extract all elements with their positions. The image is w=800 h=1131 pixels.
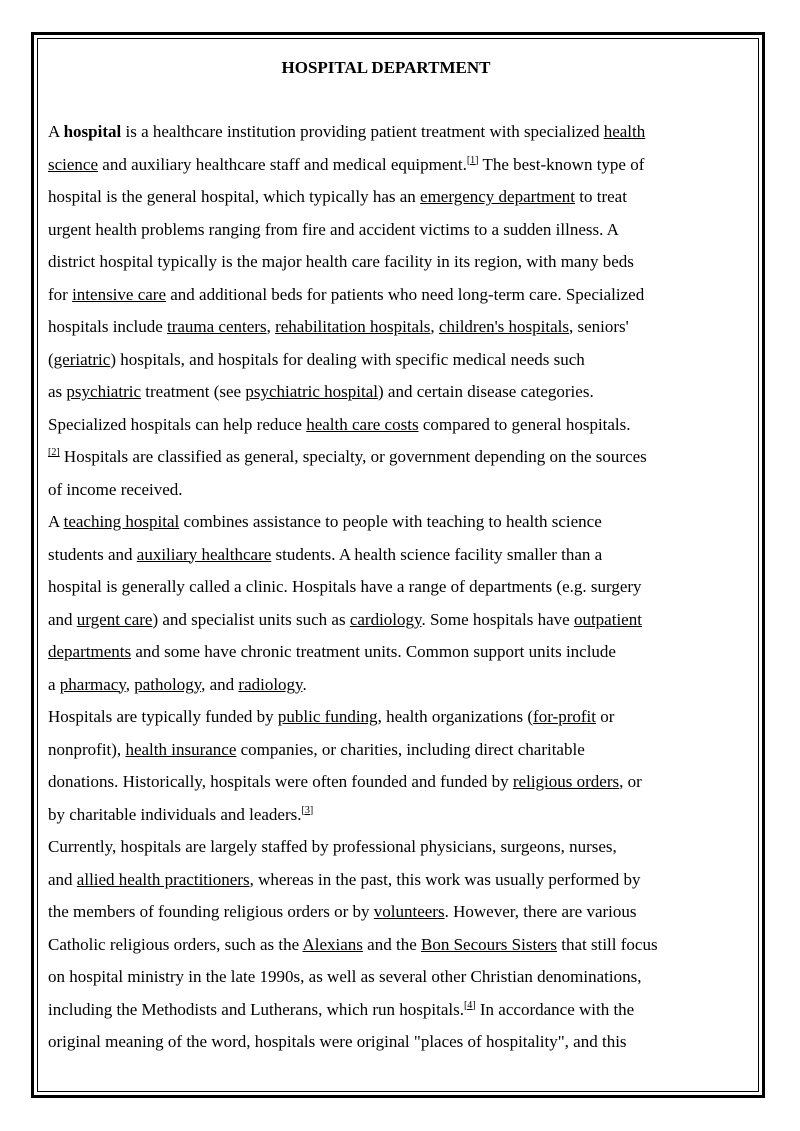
text: students. A health science facility smaller than a [271, 544, 603, 564]
page-title: HOSPITAL DEPARTMENT [281, 58, 491, 77]
text: ) and certain disease categories. [378, 382, 594, 401]
text: and [48, 609, 77, 629]
link-intensive-care[interactable]: intensive care [72, 284, 167, 304]
link-trauma-centers[interactable]: trauma centers [166, 317, 267, 336]
link-alexians[interactable]: Alexians [302, 934, 363, 954]
text: A [48, 512, 64, 531]
text: ( [48, 349, 54, 369]
text: the members of founding religious orders or by [48, 902, 374, 921]
text-line: on hospital ministry in the late 1990s, as well as several other Christian denominations, [48, 967, 642, 986]
text: . Some hospitals have [421, 609, 574, 629]
text: hospitals include [48, 317, 167, 336]
text: and the [362, 934, 421, 954]
link-public-funding[interactable]: public funding [277, 707, 378, 726]
link-radiology[interactable]: radiology [238, 674, 303, 694]
link-auxiliary-healthcare[interactable]: auxiliary healthcare [136, 544, 272, 564]
text: , seniors' [569, 317, 629, 336]
text: The best-known type of [478, 154, 645, 174]
link-allied-health-practitioners[interactable]: allied health practitioners [76, 869, 250, 889]
link-pathology[interactable]: pathology [134, 674, 202, 694]
text: for [48, 284, 73, 304]
text-line: district hospital typically is the major health care facility in its region, with many beds [48, 252, 634, 271]
link-health-insurance[interactable]: health insurance [125, 739, 237, 759]
text: . However, there are various [444, 902, 637, 921]
text: as [48, 382, 67, 401]
citation-1[interactable]: [1] [466, 154, 479, 166]
text: treatment (see [141, 382, 246, 401]
citation-4[interactable]: [4] [463, 999, 476, 1011]
link-outpatient-departments-cont[interactable]: departments [48, 642, 132, 661]
text: , whereas in the past, this work was usually performed by [249, 869, 641, 889]
text: , [430, 317, 439, 336]
link-health-science[interactable]: health [603, 122, 646, 141]
citation-3[interactable]: [3] [301, 804, 314, 816]
text: , health organizations ( [377, 707, 534, 726]
link-pharmacy[interactable]: pharmacy [59, 674, 126, 694]
document-body [48, 116, 738, 1059]
bold-term-hospital: hospital [63, 122, 122, 141]
text: nonprofit), [48, 739, 126, 759]
text: compared to general hospitals. [418, 414, 631, 434]
text: and auxiliary healthcare staff and medical equipment. [98, 154, 467, 174]
text: Specialized hospitals can help reduce [48, 414, 307, 434]
text: , or [619, 772, 642, 791]
text: Catholic religious orders, such as the [48, 934, 303, 954]
text-line: hospital is generally called a clinic. Hospitals have a range of departments (e.g. surgery [48, 577, 642, 596]
text: companies, or charities, including direct charitable [236, 739, 585, 759]
link-psychiatric-hospital[interactable]: psychiatric hospital [245, 382, 378, 401]
link-urgent-care[interactable]: urgent care [76, 609, 153, 629]
text: , and [201, 674, 239, 694]
text: a [48, 674, 60, 694]
link-bon-secours-sisters[interactable]: Bon Secours Sisters [421, 934, 557, 954]
paragraph-funding [48, 701, 738, 831]
paragraph-staffing [48, 831, 738, 1059]
text: to treat [575, 187, 627, 206]
text-line: urgent health problems ranging from fire and accident victims to a sudden illness. A [48, 219, 619, 239]
text: or [595, 707, 615, 726]
link-outpatient-departments[interactable]: outpatient [573, 609, 642, 629]
paragraph-definition [48, 116, 738, 506]
link-health-science-cont[interactable]: science [48, 154, 99, 174]
text: A [48, 122, 64, 141]
text: donations. Historically, hospitals were often founded and funded by [48, 772, 513, 791]
link-childrens-hospitals[interactable]: children's hospitals [438, 317, 569, 336]
link-volunteers[interactable]: volunteers [373, 902, 445, 921]
text: Hospitals are classified as general, specialty, or government depending on the sources [59, 447, 647, 466]
text-line: of income received. [48, 479, 183, 499]
text: Hospitals are typically funded by [48, 707, 278, 726]
text-line: Currently, hospitals are largely staffed by professional physicians, surgeons, nurses, [48, 837, 617, 856]
text: by charitable individuals and leaders. [48, 804, 302, 824]
text: hospital is the general hospital, which typically has an [48, 187, 421, 206]
link-for-profit[interactable]: for-profit [533, 707, 596, 726]
paragraph-teaching-hospital [48, 506, 738, 701]
link-teaching-hospital[interactable]: teaching hospital [63, 512, 180, 531]
text: and [48, 869, 77, 889]
text: , [266, 317, 276, 336]
link-religious-orders[interactable]: religious orders [512, 772, 620, 791]
text: including the Methodists and Lutherans, which run hospitals. [48, 999, 464, 1019]
text: is a healthcare institution providing patient treatment with specialized [121, 122, 604, 141]
link-emergency-department[interactable]: emergency department [420, 187, 576, 206]
text: In accordance with the [475, 999, 635, 1019]
link-health-care-costs[interactable]: health care costs [306, 414, 419, 434]
link-rehabilitation-hospitals[interactable]: rehabilitation hospitals [275, 317, 431, 336]
text: that still focus [557, 934, 658, 954]
link-psychiatric[interactable]: psychiatric [66, 382, 142, 401]
text: ) and specialist units such as [152, 609, 350, 629]
text: ) hospitals, and hospitals for dealing with specific medical needs such [110, 349, 585, 369]
text: students and [48, 544, 137, 564]
citation-2[interactable]: [2] [48, 447, 60, 458]
text: combines assistance to people with teaching to health science [179, 512, 602, 531]
text: , [125, 674, 135, 694]
text-line: original meaning of the word, hospitals were original "places of hospitality", and this [48, 1032, 627, 1051]
link-geriatric[interactable]: geriatric [53, 349, 111, 369]
text: . [302, 674, 307, 694]
text: and additional beds for patients who need long-term care. Specialized [166, 284, 645, 304]
text: and some have chronic treatment units. Common support units include [131, 642, 616, 661]
link-cardiology[interactable]: cardiology [349, 609, 422, 629]
